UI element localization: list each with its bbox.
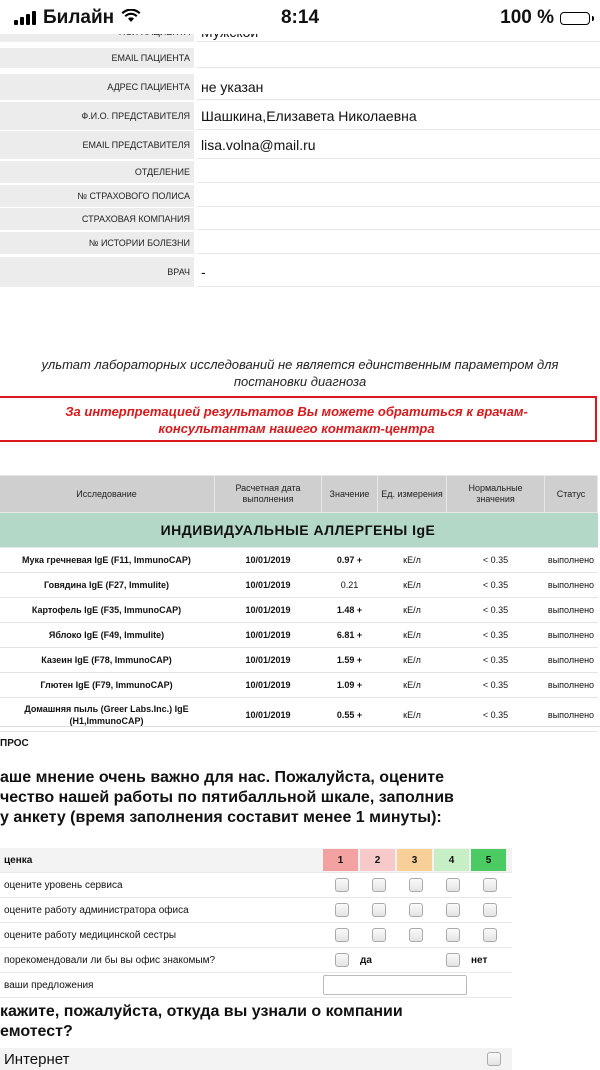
- rating-checkbox-1[interactable]: [335, 878, 349, 892]
- cell-value: 6.81 +: [322, 623, 378, 648]
- recommend-no-checkbox[interactable]: [446, 953, 460, 967]
- col-header: Статус: [545, 476, 598, 513]
- info-value: [197, 208, 600, 230]
- survey-intro-line: у анкету (время заполнения составит менее 1 минуты):: [0, 809, 442, 826]
- info-value: lisa.volna@mail.ru: [197, 131, 600, 159]
- cell-status: выполнено: [545, 698, 598, 732]
- consultation-alert: [0, 396, 597, 442]
- cell-status: выполнено: [545, 573, 598, 598]
- col-header: Значение: [322, 476, 378, 513]
- battery-percent: 100 %: [500, 7, 554, 28]
- rating-checkbox-4[interactable]: [446, 878, 460, 892]
- suggestions-label: ваши предложения: [4, 979, 94, 991]
- col-header: Расчетная дата выполнения: [215, 476, 322, 513]
- info-label: ВРАЧ: [0, 257, 194, 287]
- info-row: [0, 208, 600, 230]
- alert-line1: За интерпретацией результатов Вы можете обратиться к врачам-: [65, 404, 528, 419]
- cell-value: 0.97 +: [322, 548, 378, 573]
- cell-status: выполнено: [545, 548, 598, 573]
- results-table: [0, 475, 598, 732]
- info-label: EMAIL ПАЦИЕНТА: [0, 48, 194, 68]
- table-row: [0, 598, 598, 623]
- survey-intro-line: чество нашей работы по пятибалльной шкале, заполнив: [0, 789, 454, 806]
- cell-unit: кЕ/л: [378, 698, 447, 732]
- recommend-no-label: нет: [471, 954, 488, 966]
- cell-name: Яблоко IgE (F49, Immulite): [0, 623, 215, 648]
- cell-date: 10/01/2019: [215, 573, 322, 598]
- rating-header-label: ценка: [4, 854, 33, 866]
- battery-icon: [560, 12, 590, 25]
- table-header-row: [0, 476, 598, 513]
- question-label: оцените работу администратора офиса: [4, 904, 189, 916]
- cell-norm: < 0.35: [447, 548, 545, 573]
- table-row: [0, 573, 598, 598]
- info-row: [0, 232, 600, 254]
- cell-name: Глютен IgE (F79, ImmunoCAP): [0, 673, 215, 698]
- rating-checkbox-3[interactable]: [409, 878, 423, 892]
- rating-checkbox-3[interactable]: [409, 928, 423, 942]
- info-row: [0, 257, 600, 287]
- survey-intro: [0, 768, 600, 828]
- cell-value: 0.55 +: [322, 698, 378, 732]
- rating-checkbox-1[interactable]: [335, 928, 349, 942]
- cell-unit: кЕ/л: [378, 548, 447, 573]
- rating-question-row: [0, 873, 512, 898]
- divider: [0, 726, 600, 727]
- info-row: [0, 185, 600, 207]
- cell-status: выполнено: [545, 648, 598, 673]
- cell-date: 10/01/2019: [215, 673, 322, 698]
- info-label: EMAIL ПРЕДСТАВИТЕЛЯ: [0, 131, 194, 159]
- cell-name: Говядина IgE (F27, Immulite): [0, 573, 215, 598]
- col-header: Исследование: [0, 476, 215, 513]
- cell-unit: кЕ/л: [378, 623, 447, 648]
- cell-norm: < 0.35: [447, 598, 545, 623]
- source-question-line: кажите, пожалуйста, откуда вы узнали о компании: [0, 1003, 403, 1020]
- info-row: [0, 74, 600, 100]
- clock: 8:14: [280, 7, 320, 28]
- cell-status: выполнено: [545, 598, 598, 623]
- info-label: СТРАХОВАЯ КОМПАНИЯ: [0, 208, 194, 230]
- cell-date: 10/01/2019: [215, 598, 322, 623]
- cell-date: 10/01/2019: [215, 548, 322, 573]
- suggestions-input[interactable]: [323, 975, 467, 995]
- table-row: [0, 623, 598, 648]
- cell-value: 1.09 +: [322, 673, 378, 698]
- disclaimer-line1: ультат лабораторных исследований не является единственным параметром для: [41, 357, 559, 372]
- info-row: [0, 48, 600, 68]
- cell-norm: < 0.35: [447, 573, 545, 598]
- suggestions-row: [0, 973, 512, 998]
- info-value: [197, 161, 600, 183]
- source-question: [0, 1002, 600, 1042]
- info-label: № ИСТОРИИ БОЛЕЗНИ: [0, 232, 194, 254]
- cell-unit: кЕ/л: [378, 573, 447, 598]
- source-option-internet[interactable]: [0, 1048, 512, 1070]
- info-label: № СТРАХОВОГО ПОЛИСА: [0, 185, 194, 207]
- info-label: ОТДЕЛЕНИЕ: [0, 161, 194, 183]
- cell-norm: < 0.35: [447, 698, 545, 732]
- rating-question-row: [0, 923, 512, 948]
- cell-date: 10/01/2019: [215, 648, 322, 673]
- cell-status: выполнено: [545, 623, 598, 648]
- survey-title: ПРОС: [0, 738, 29, 749]
- cell-value: 0.21: [322, 573, 378, 598]
- question-label: оцените уровень сервиса: [4, 879, 123, 891]
- section-title: ИНДИВИДУАЛЬНЫЕ АЛЛЕРГЕНЫ IgE: [0, 513, 598, 548]
- recommend-yes-checkbox[interactable]: [335, 953, 349, 967]
- info-value: [197, 185, 600, 207]
- rating-checkbox-2[interactable]: [372, 928, 386, 942]
- rating-checkbox-5[interactable]: [483, 878, 497, 892]
- rating-checkbox-4[interactable]: [446, 903, 460, 917]
- col-header: Ед. измерения: [378, 476, 447, 513]
- rating-checkbox-2[interactable]: [372, 903, 386, 917]
- info-value: Шашкина,Елизавета Николаевна: [197, 102, 600, 130]
- cell-name: Картофель IgE (F35, ImmunoCAP): [0, 598, 215, 623]
- recommend-label: порекомендовали ли бы вы офис знакомым?: [4, 954, 216, 966]
- info-label: АДРЕС ПАЦИЕНТА: [0, 74, 194, 100]
- section-header-row: [0, 513, 598, 548]
- rating-checkbox-2[interactable]: [372, 878, 386, 892]
- carrier-name: Билайн: [43, 7, 115, 28]
- score-header-2: 2: [360, 849, 395, 871]
- score-header-4: 4: [434, 849, 469, 871]
- recommend-row: [0, 948, 512, 973]
- table-row: [0, 648, 598, 673]
- cell-name: Мука гречневая IgE (F11, ImmunoCAP): [0, 548, 215, 573]
- info-value: не указан: [197, 74, 600, 100]
- info-row: [0, 102, 600, 130]
- rating-question-row: [0, 898, 512, 923]
- score-header-3: 3: [397, 849, 432, 871]
- cell-value: 1.48 +: [322, 598, 378, 623]
- info-row: [0, 131, 600, 159]
- status-bar: [0, 0, 600, 34]
- score-header-5: 5: [471, 849, 506, 871]
- table-row: [0, 548, 598, 573]
- info-value: -: [197, 257, 600, 287]
- source-internet-checkbox[interactable]: [487, 1052, 501, 1066]
- cell-norm: < 0.35: [447, 673, 545, 698]
- cell-name: Казеин IgE (F78, ImmunoCAP): [0, 648, 215, 673]
- info-row: [0, 161, 600, 183]
- cell-unit: кЕ/л: [378, 648, 447, 673]
- rating-checkbox-1[interactable]: [335, 903, 349, 917]
- cell-unit: кЕ/л: [378, 598, 447, 623]
- alert-line2: консультантам нашего контакт-центра: [158, 421, 435, 436]
- col-header: Нормальные значения: [447, 476, 545, 513]
- source-question-line: емотест?: [0, 1023, 73, 1040]
- rating-checkbox-5[interactable]: [483, 903, 497, 917]
- cell-date: 10/01/2019: [215, 623, 322, 648]
- rating-checkbox-5[interactable]: [483, 928, 497, 942]
- recommend-yes-label: да: [360, 954, 372, 966]
- table-row: [0, 673, 598, 698]
- rating-header-row: [0, 848, 512, 873]
- cell-status: выполнено: [545, 673, 598, 698]
- cell-norm: < 0.35: [447, 648, 545, 673]
- cell-date: 10/01/2019: [215, 698, 322, 732]
- cell-value: 1.59 +: [322, 648, 378, 673]
- cell-unit: кЕ/л: [378, 673, 447, 698]
- info-label: Ф.И.О. ПРЕДСТАВИТЕЛЯ: [0, 102, 194, 130]
- rating-checkbox-4[interactable]: [446, 928, 460, 942]
- question-label: оцените работу медицинской сестры: [4, 929, 177, 941]
- info-value: [197, 48, 600, 68]
- survey-intro-line: аше мнение очень важно для нас. Пожалуйста, оцените: [0, 769, 444, 786]
- cell-name: Домашняя пыль (Greer Labs.Inc.) IgE (H1,ImmunoCAP): [0, 698, 215, 732]
- rating-checkbox-3[interactable]: [409, 903, 423, 917]
- source-option-label: Интернет: [4, 1050, 70, 1068]
- cell-norm: < 0.35: [447, 623, 545, 648]
- info-value: [197, 232, 600, 254]
- disclaimer-line2: постановки диагноза: [233, 374, 367, 389]
- score-header-1: 1: [323, 849, 358, 871]
